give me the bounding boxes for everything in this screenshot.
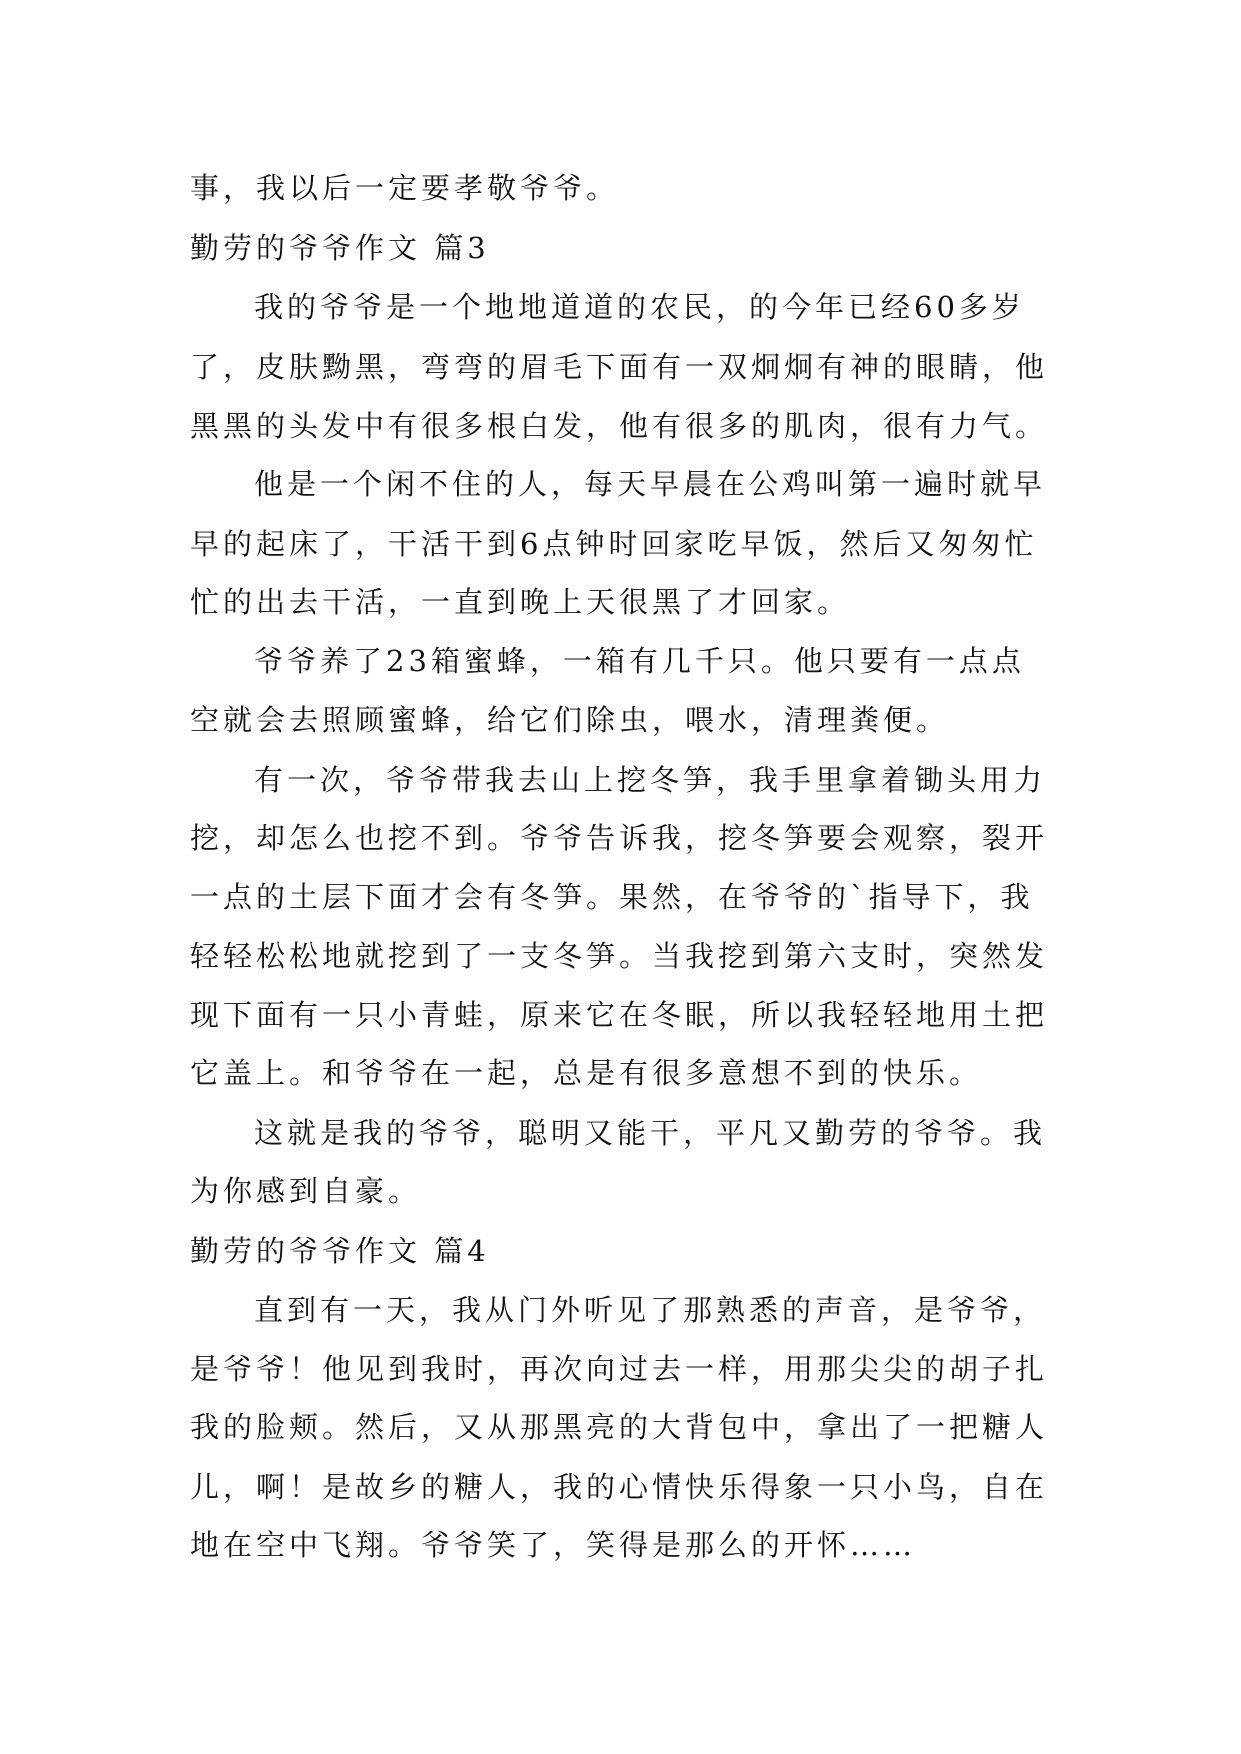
text-line: 为你感到自豪。 (190, 1174, 422, 1208)
text-line: 儿，啊！是故乡的糖人，我的心情快乐得象一只小鸟，自在 (190, 1470, 1049, 1504)
text-line: 轻轻松松地就挖到了一支冬笋。当我挖到第六支时，突然发 (190, 939, 1049, 973)
text-line: 现下面有一只小青蛙，原来它在冬眠，所以我轻轻地用土把 (190, 998, 1049, 1032)
text-line: 空就会去照顾蜜蜂，给它们除虫，喂水，清理粪便。 (190, 703, 950, 737)
text-line: 是爷爷！他见到我时，再次向过去一样，用那尖尖的胡子扎 (190, 1352, 1049, 1386)
paragraph-first-line: 这就是我的爷爷，聪明又能干，平凡又勤劳的爷爷。我 (254, 1116, 1047, 1150)
paragraph-first-line: 我的爷爷是一个地地道道的农民，的今年已经60多岁 (254, 290, 1025, 324)
text-line: 挖，却怎么也挖不到。爷爷告诉我，挖冬笋要会观察，裂开 (190, 821, 1049, 855)
text-line: 地在空中飞翔。爷爷笑了，笑得是那么的开怀…… (190, 1528, 917, 1562)
paragraph-first-line: 他是一个闲不住的人，每天早晨在公鸡叫第一遍时就早 (254, 467, 1047, 501)
paragraph-first-line: 直到有一天，我从门外听见了那熟悉的声音，是爷爷， (254, 1293, 1047, 1327)
text-line: 一点的土层下面才会有冬笋。果然，在爷爷的`指导下，我 (190, 880, 1034, 914)
paragraph-first-line: 有一次，爷爷带我去山上挖冬笋，我手里拿着锄头用力 (254, 763, 1047, 797)
paragraph-first-line: 爷爷养了23箱蜜蜂，一箱有几千只。他只要有一点点 (254, 644, 1025, 678)
section-heading: 勤劳的爷爷作文 篇3 (190, 231, 490, 265)
section-heading: 勤劳的爷爷作文 篇4 (190, 1234, 490, 1268)
text-line: 早的起床了，干活干到6点钟时回家吃早饭，然后又匆匆忙 (190, 527, 1038, 561)
text-line: 了，皮肤黝黑，弯弯的眉毛下面有一双炯炯有神的眼睛，他 (190, 350, 1049, 384)
text-line: 我的脸颊。然后，又从那黑亮的大背包中，拿出了一把糖人 (190, 1410, 1049, 1444)
text-line: 黑黑的头发中有很多根白发，他有很多的肌肉，很有力气。 (190, 409, 1049, 443)
text-line: 忙的出去干活，一直到晚上天很黑了才回家。 (190, 585, 851, 619)
text-line: 事，我以后一定要孝敬爷爷。 (190, 171, 620, 205)
text-line: 它盖上。和爷爷在一起，总是有很多意想不到的快乐。 (190, 1056, 983, 1090)
